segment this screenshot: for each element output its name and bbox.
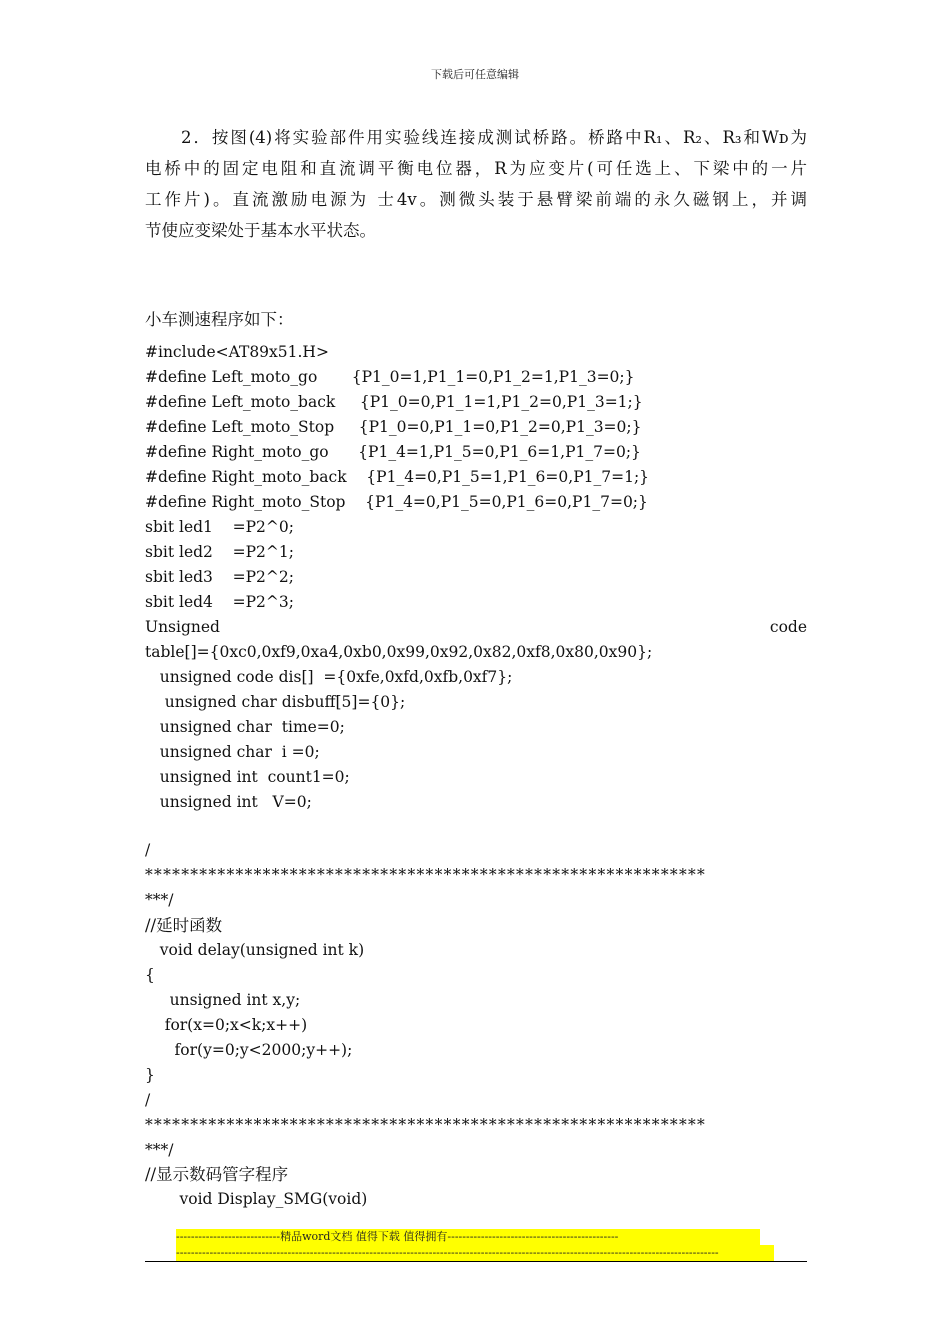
code-line: sbit led3 =P2^2; (145, 568, 294, 586)
code-line: unsigned char i =0; (145, 743, 320, 761)
paragraph-line-4: 节使应变梁处于基本水平状态。 (145, 221, 376, 240)
paragraph-line-3: 工作片)。直流激励电源为 士4v。测微头装于悬臂梁前端的永久磁钢上，并调 (145, 190, 807, 209)
code-line: void Display_SMG(void) (145, 1190, 368, 1208)
code-line: for(x=0;x<k;x++) (145, 1016, 308, 1034)
code-line-split (145, 615, 807, 640)
code-comment: //显示数码管字程序 (145, 1165, 289, 1184)
code-line: sbit led1 =P2^0; (145, 518, 294, 536)
code-line: unsigned int count1=0; (145, 768, 350, 786)
footer-divider (145, 1261, 807, 1262)
code-line: unsigned char disbuff[5]={0}; (145, 693, 406, 711)
page-header: 下载后可任意编辑 (431, 68, 519, 81)
code-line: unsigned code dis[] ={0xfe,0xfd,0xfb,0xf7}; (145, 668, 513, 686)
comment-slash: / (145, 841, 151, 859)
code-line: #define Right_moto_Stop {P1_4=0,P1_5=0,P1_6=0,P1_7=0;} (145, 493, 648, 511)
footer-dashes: -------------------------------------------------------------------------------------------------------------------------------------------------- (176, 1245, 774, 1261)
code-line: #define Left_moto_Stop {P1_0=0,P1_1=0,P1_2=0,P1_3=0;} (145, 418, 642, 436)
paragraph-line-1: 2．按图(4)将实验部件用实验线连接成测试桥路。桥路中R₁、R₂、R₃和Wᴅ为 (181, 128, 807, 147)
body-paragraph (145, 122, 807, 246)
code-line: } (145, 1066, 155, 1084)
footer-banner: ----------------------------精品word文档 值得下载 值得拥有---------------------------------------------- (176, 1229, 760, 1245)
code-split-left: Unsigned (145, 618, 220, 636)
comment-slash: / (145, 1091, 151, 1109)
code-line: { (145, 966, 155, 984)
code-line: #include<AT89x51.H> (145, 343, 329, 361)
code-line: unsigned int x,y; (145, 991, 301, 1009)
code-comment: //延时函数 (145, 916, 223, 935)
code-line: void delay(unsigned int k) (145, 941, 365, 959)
paragraph-line-2: 电桥中的固定电阻和直流调平衡电位器，R为应变片(可任选上、下梁中的一片 (145, 159, 807, 178)
code-line: for(y=0;y<2000;y++); (145, 1041, 353, 1059)
code-line: unsigned int V=0; (145, 793, 312, 811)
code-line: #define Right_moto_back {P1_4=0,P1_5=1,P1_6=0,P1_7=1;} (145, 468, 650, 486)
comment-stars: ************************************************************** (145, 866, 707, 884)
code-line: unsigned char time=0; (145, 718, 345, 736)
code-line: table[]={0xc0,0xf9,0xa4,0xb0,0x99,0x92,0x82,0xf8,0x80,0x90}; (145, 643, 653, 661)
code-line: sbit led4 =P2^3; (145, 593, 294, 611)
code-line: #define Right_moto_go {P1_4=1,P1_5=0,P1_6=1,P1_7=0;} (145, 443, 641, 461)
code-line: #define Left_moto_back {P1_0=0,P1_1=1,P1_2=0,P1_3=1;} (145, 393, 643, 411)
code-split-right: code (769, 618, 807, 636)
comment-stars: ************************************************************** (145, 1116, 707, 1134)
comment-end: ***/ (145, 1141, 174, 1159)
code-line: sbit led2 =P2^1; (145, 543, 294, 561)
comment-end: ***/ (145, 891, 174, 909)
program-intro: 小车测速程序如下： (145, 310, 294, 329)
code-line: #define Left_moto_go {P1_0=1,P1_1=0,P1_2=1,P1_3=0;} (145, 368, 635, 386)
